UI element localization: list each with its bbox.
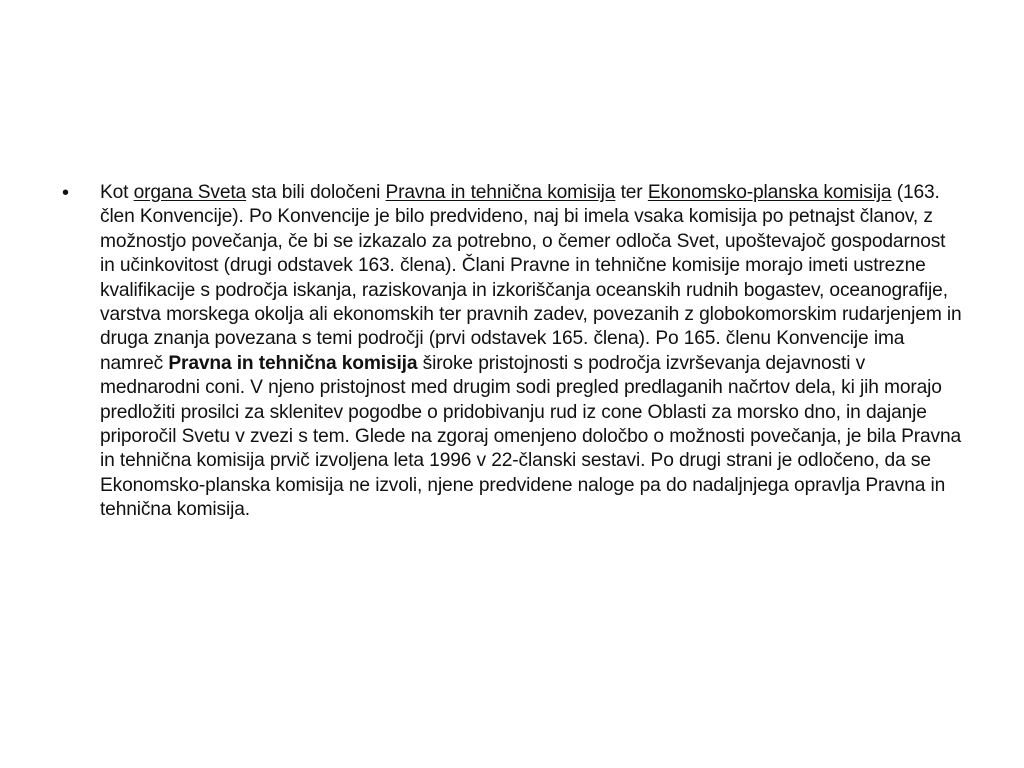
- text-segment-2: sta bili določeni: [246, 182, 386, 203]
- link-pravna-in-tehnicna-komisija[interactable]: Pravna in tehnična komisija: [385, 182, 616, 203]
- bullet-marker: •: [62, 182, 70, 204]
- text-segment-4: (163. člen Konvencije). Po Konvencije je bilo predvideno, naj bi imela vsaka komisija po petnajst članov, z možnostjo povečanja, če bi se izkazalo za potrebno, o čemer odloča Svet, upoštevajoč gospodarnost in učinkovitost (drugi odstavek 163. člena). Člani Pravne in tehnične komisije morajo imeti ustrezne kvalifikacije s področja iskanja, raziskovanja in izkoriščanja oceanskih rudnih bogastev, oceanografije, varstva morskega okolja ali ekonomskih ter pravnih zadev, povezanih z globokomorskim rudarjenjem in druga znanja povezana s temi področji (prvi odstavek 165. člena). Po 165. členu Konvencije ima namreč: [100, 182, 962, 374]
- bullet-paragraph: [100, 181, 964, 523]
- bold-pravna-in-tehnicna-komisija: Pravna in tehnična komisija: [168, 352, 418, 374]
- text-segment-3: ter: [615, 182, 648, 203]
- text-segment-1: Kot: [100, 182, 134, 203]
- bullet-item: [62, 181, 962, 523]
- link-organa-sveta[interactable]: organa Sveta: [133, 182, 247, 203]
- link-ekonomsko-planska-komisija[interactable]: Ekonomsko-planska komisija: [647, 182, 892, 203]
- text-segment-5: široke pristojnosti s področja izvrševanja dejavnosti v mednarodni coni. V njeno pristojnost med drugim sodi pregled predlaganih načrtov dela, ki jih morajo predložiti prosilci za sklenitev pogodbe o pridobivanju rud iz cone Oblasti za morsko dno, in dajanje priporočil Svetu v zvezi s tem. Glede na zgoraj omenjeno določbo o možnosti povečanja, je bila Pravna in tehnična komisija prvič izvoljena leta 1996 v 22-članski sestavi. Po drugi strani je odločeno, da se Ekonomsko-planska komisija ne izvoli, njene predvidene naloge pa do nadaljnjega opravlja Pravna in tehnična komisija.: [100, 352, 962, 521]
